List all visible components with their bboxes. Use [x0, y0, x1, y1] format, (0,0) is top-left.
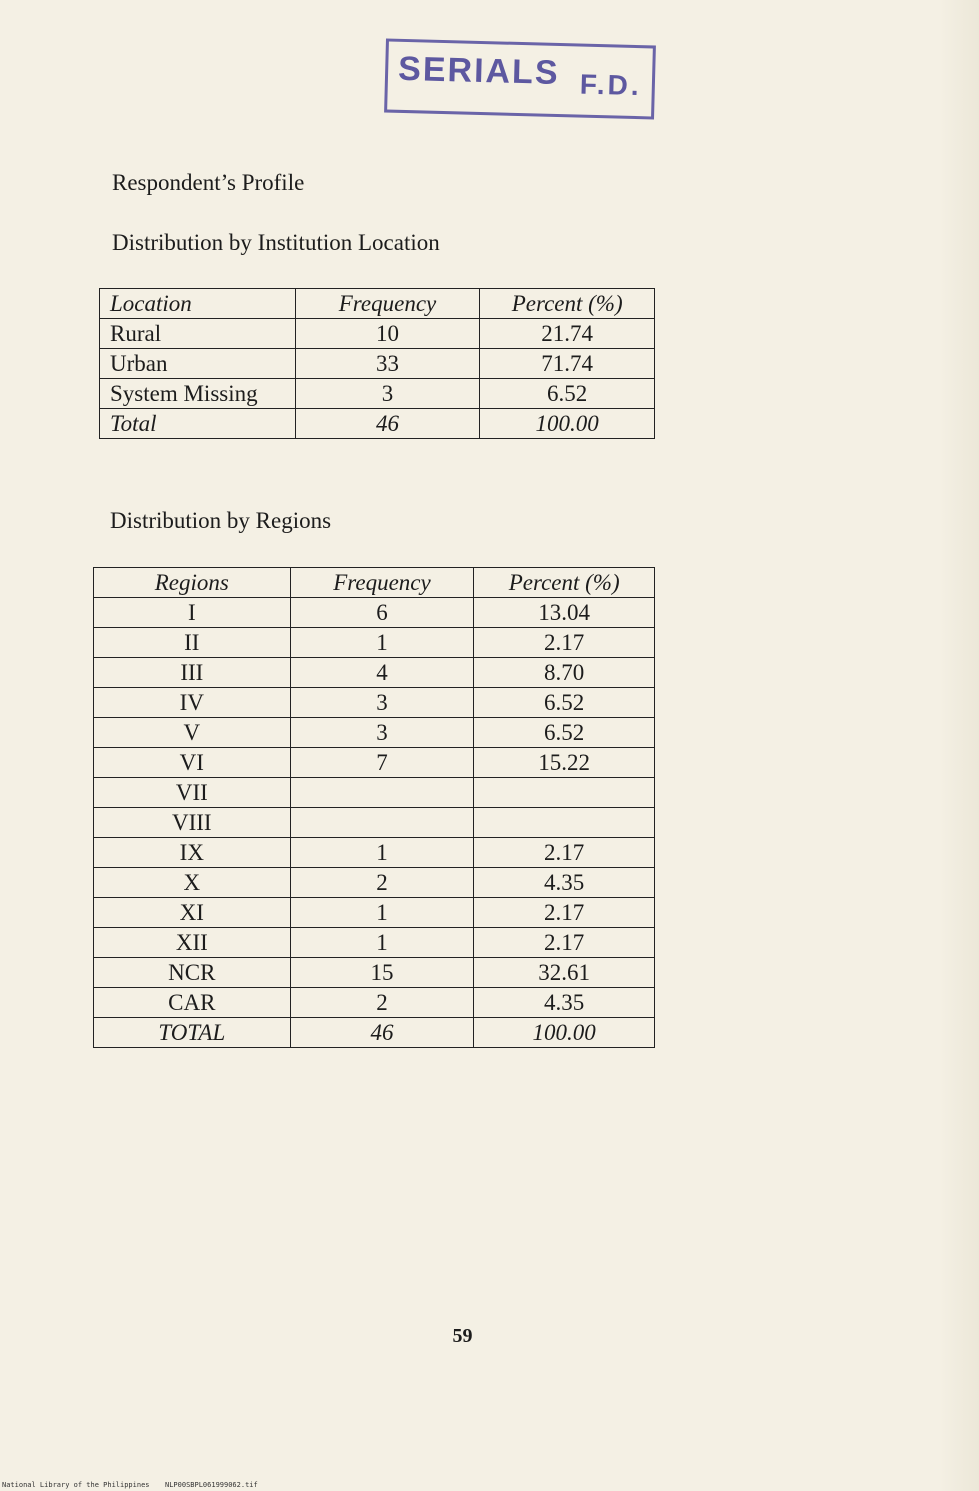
region-cell: IV [94, 688, 291, 718]
page-edge-shadow [939, 0, 979, 1491]
table-row [94, 718, 655, 748]
percent-cell: 8.70 [474, 658, 655, 688]
frequency-cell: 46 [290, 1018, 474, 1048]
regions-table [93, 567, 655, 1048]
column-header-frequency: Frequency [290, 568, 474, 598]
heading-regions: Distribution by Regions [110, 508, 332, 533]
frequency-cell: 1 [290, 628, 474, 658]
region-cell: I [94, 598, 291, 628]
frequency-cell: 10 [295, 319, 480, 349]
percent-cell: 2.17 [474, 628, 655, 658]
frequency-cell: 3 [290, 688, 474, 718]
percent-cell: 15.22 [474, 748, 655, 778]
percent-cell: 6.52 [474, 688, 655, 718]
frequency-cell: 7 [290, 748, 474, 778]
table-row [94, 748, 655, 778]
location-cell: Total [100, 409, 296, 439]
percent-cell: 21.74 [480, 319, 655, 349]
percent-cell: 32.61 [474, 958, 655, 988]
stamp-line2: F.D. [579, 68, 643, 102]
location-cell: Urban [100, 349, 296, 379]
frequency-cell: 15 [290, 958, 474, 988]
percent-cell: 2.17 [474, 838, 655, 868]
table-row [100, 379, 655, 409]
region-cell: X [94, 868, 291, 898]
table-total-row [100, 409, 655, 439]
region-cell: XII [94, 928, 291, 958]
table-header-row [100, 289, 655, 319]
percent-cell: 2.17 [474, 928, 655, 958]
region-cell: VII [94, 778, 291, 808]
table-row [94, 928, 655, 958]
location-cell: Rural [100, 319, 296, 349]
region-cell: XI [94, 898, 291, 928]
frequency-cell: 3 [290, 718, 474, 748]
frequency-cell [290, 808, 474, 838]
table-header-row [94, 568, 655, 598]
frequency-cell: 46 [295, 409, 480, 439]
frequency-cell: 1 [290, 898, 474, 928]
frequency-cell: 33 [295, 349, 480, 379]
section-title-profile: Respondent’s Profile [112, 170, 305, 195]
percent-cell: 100.00 [474, 1018, 655, 1048]
frequency-cell: 4 [290, 658, 474, 688]
table-row [94, 688, 655, 718]
frequency-cell [290, 778, 474, 808]
percent-cell: 6.52 [474, 718, 655, 748]
frequency-cell: 2 [290, 988, 474, 1018]
table-row [94, 658, 655, 688]
table-row [94, 628, 655, 658]
percent-cell: 71.74 [480, 349, 655, 379]
heading-institution-location: Distribution by Institution Location [112, 230, 440, 255]
table-row [94, 838, 655, 868]
footer-filename: NLP00SBPL061999062.tif [165, 1481, 258, 1489]
location-cell: System Missing [100, 379, 296, 409]
table-row [100, 349, 655, 379]
page-number: 59 [452, 1325, 473, 1347]
region-cell: II [94, 628, 291, 658]
region-cell: IX [94, 838, 291, 868]
table-row [94, 778, 655, 808]
percent-cell: 4.35 [474, 868, 655, 898]
percent-cell [474, 808, 655, 838]
table-row [100, 319, 655, 349]
frequency-cell: 3 [295, 379, 480, 409]
region-cell: TOTAL [94, 1018, 291, 1048]
frequency-cell: 1 [290, 928, 474, 958]
percent-cell: 2.17 [474, 898, 655, 928]
table-row [94, 598, 655, 628]
percent-cell: 4.35 [474, 988, 655, 1018]
frequency-cell: 6 [290, 598, 474, 628]
region-cell: VI [94, 748, 291, 778]
location-table [99, 288, 655, 439]
stamp-line1: SERIALS [397, 49, 561, 93]
column-header-location: Location [100, 289, 296, 319]
region-cell: VIII [94, 808, 291, 838]
percent-cell: 100.00 [480, 409, 655, 439]
footer-library: National Library of the Philippines [2, 1481, 150, 1489]
percent-cell: 13.04 [474, 598, 655, 628]
region-cell: NCR [94, 958, 291, 988]
table-row [94, 868, 655, 898]
serials-stamp [384, 38, 656, 119]
column-header-frequency: Frequency [295, 289, 480, 319]
table-row [94, 808, 655, 838]
region-cell: III [94, 658, 291, 688]
table-total-row [94, 1018, 655, 1048]
region-cell: CAR [94, 988, 291, 1018]
column-header-regions: Regions [94, 568, 291, 598]
region-cell: V [94, 718, 291, 748]
percent-cell: 6.52 [480, 379, 655, 409]
frequency-cell: 1 [290, 838, 474, 868]
table-row [94, 898, 655, 928]
percent-cell [474, 778, 655, 808]
table-row [94, 988, 655, 1018]
column-header-percent: Percent (%) [474, 568, 655, 598]
frequency-cell: 2 [290, 868, 474, 898]
table-row [94, 958, 655, 988]
column-header-percent: Percent (%) [480, 289, 655, 319]
